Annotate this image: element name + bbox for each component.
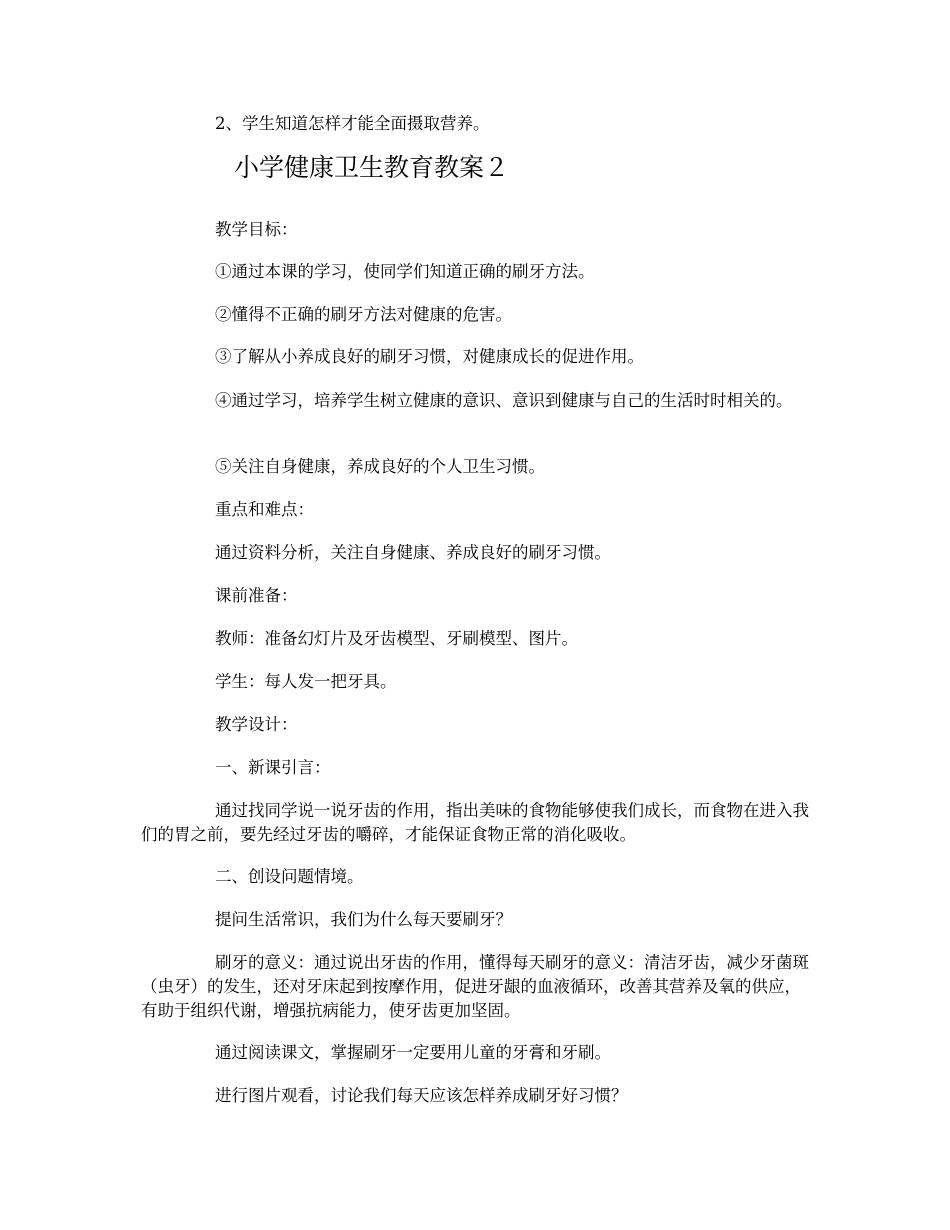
- paragraph-nutrition-goal: 2、学生知道怎样才能全面摄取营养。: [215, 114, 490, 133]
- paragraph-objective-2: ②懂得不正确的刷牙方法对健康的危害。: [215, 305, 512, 324]
- paragraph-picture-discussion: 进行图片观看，讨论我们每天应该怎样养成刷牙好习惯？: [215, 1086, 628, 1105]
- paragraph-key-points: 通过资料分析，关注自身健康、养成良好的刷牙习惯。: [215, 543, 611, 562]
- paragraph-student-prep: 学生：每人发一把牙具。: [215, 672, 397, 691]
- paragraph-heading-preparation: 课前准备：: [215, 586, 298, 605]
- paragraph-heading-objectives: 教学目标：: [215, 220, 298, 239]
- paragraph-objective-3: ③了解从小养成良好的刷牙习惯，对健康成长的促进作用。: [215, 347, 644, 366]
- page-title: 小学健康卫生教育教案２: [234, 153, 510, 182]
- paragraph-objective-4: ④通过学习，培养学生树立健康的意识、意识到健康与自己的生活时时相关的。: [215, 391, 793, 410]
- paragraph-section-1-heading: 一、新课引言：: [215, 758, 331, 777]
- paragraph-question: 提问生活常识，我们为什么每天要刷牙？: [215, 910, 512, 929]
- paragraph-reading: 通过阅读课文，掌握刷牙一定要用儿童的牙膏和牙刷。: [215, 1043, 611, 1062]
- paragraph-heading-design: 教学设计：: [215, 715, 298, 734]
- paragraph-heading-key-points: 重点和难点：: [215, 500, 314, 519]
- paragraph-section-2-heading: 二、创设问题情境。: [215, 867, 364, 886]
- paragraph-section-1-body: 通过找同学说一说牙齿的作用，指出美味的食物能够使我们成长，而食物在进入我们的胃之前，要先经过牙齿的嚼碎，才能保证食物正常的消化吸收。: [141, 801, 809, 844]
- paragraph-teacher-prep: 教师：准备幻灯片及牙齿模型、牙刷模型、图片。: [215, 629, 578, 648]
- paragraph-objective-1: ①通过本课的学习，使同学们知道正确的刷牙方法。: [215, 262, 595, 281]
- paragraph-brushing-meaning: 刷牙的意义：通过说出牙齿的作用，懂得每天刷牙的意义：清洁牙齿，减少牙菌斑（虫牙）的发生，还对牙床起到按摩作用，促进牙龈的血液循环，改善其营养及氧的供应，有助于组织代谢，增强抗病能力，使牙齿更加坚固。: [141, 953, 809, 1020]
- paragraph-objective-5: ⑤关注自身健康，养成良好的个人卫生习惯。: [215, 457, 545, 476]
